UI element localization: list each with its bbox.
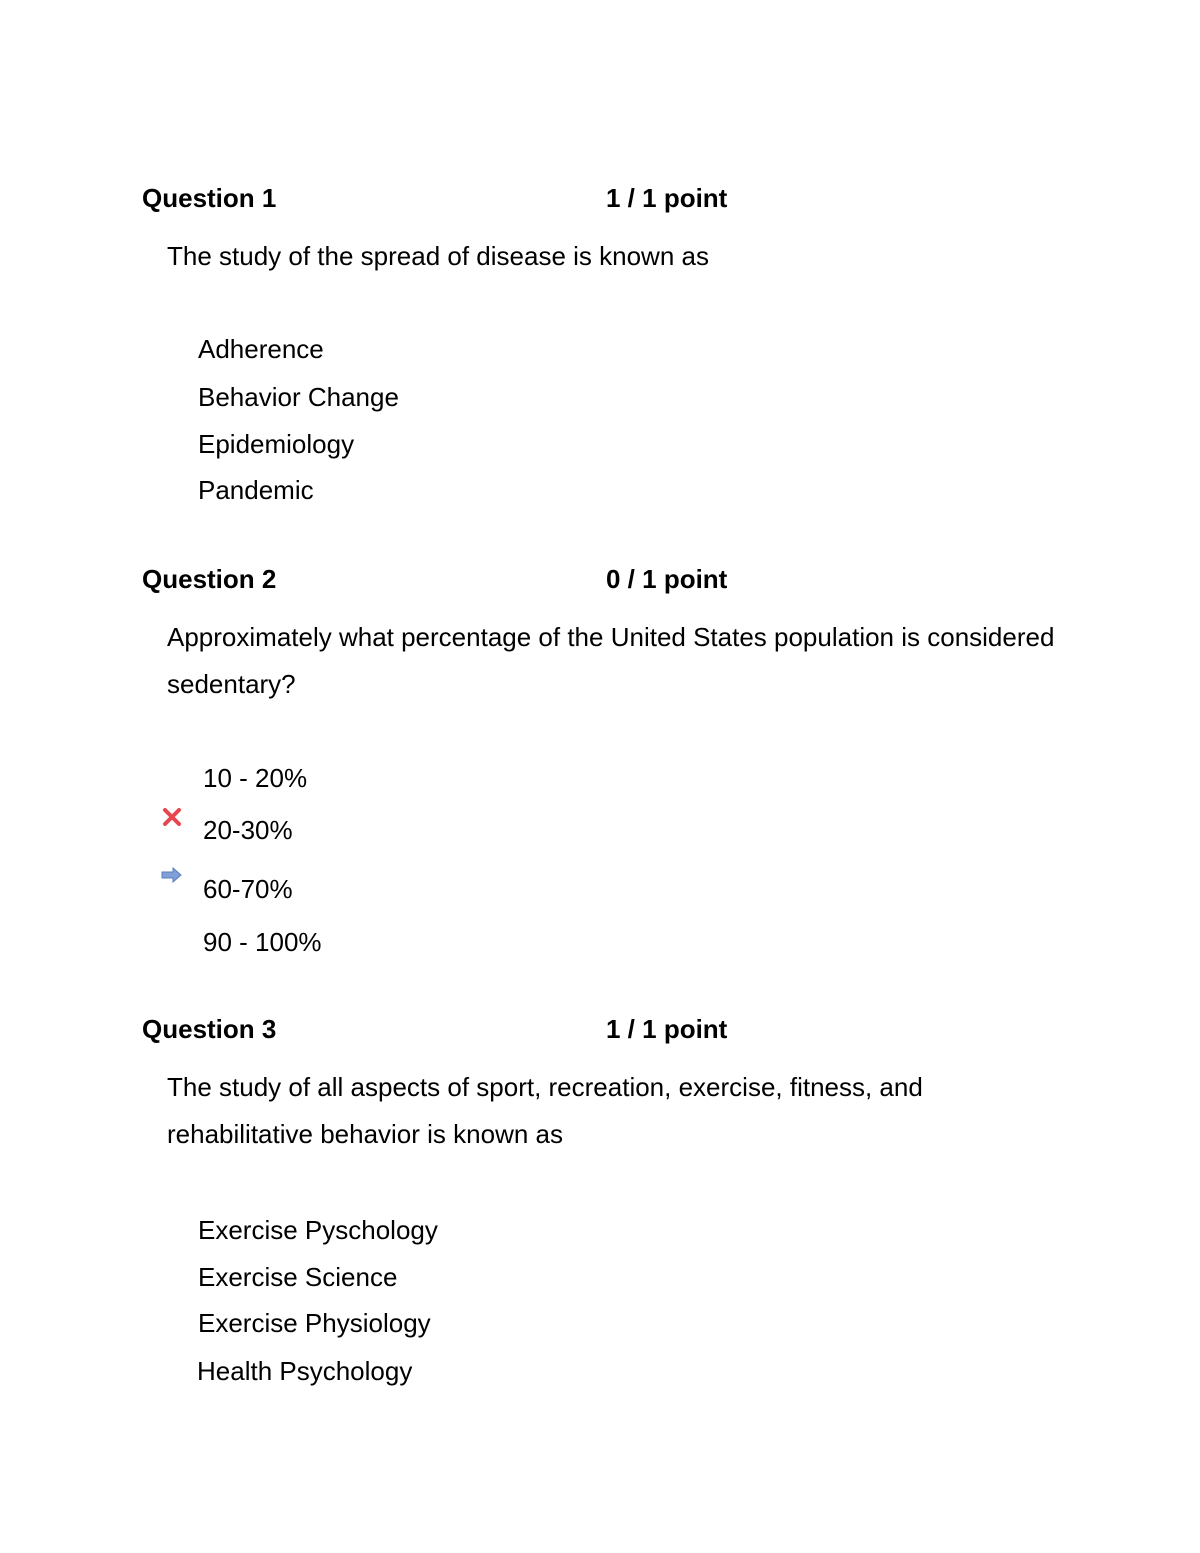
answer-option: Adherence [198,334,324,364]
answer-option: Behavior Change [198,382,399,412]
question-score: 1 / 1 point [606,183,728,213]
x-mark-icon [160,806,184,828]
question-prompt: The study of the spread of disease is known as [167,241,709,271]
answer-option: Exercise Physiology [198,1308,431,1338]
question-score: 1 / 1 point [606,1014,728,1044]
question-prompt: The study of all aspects of sport, recreation, exercise, fitness, and rehabilitative behavior is known as [167,1072,923,1149]
answer-option: Health Psychology [197,1356,413,1386]
answer-option: Exercise Science [198,1262,398,1292]
question-title: Question 1 [142,183,277,213]
question-score: 0 / 1 point [606,564,728,594]
question-title: Question 3 [142,1014,277,1044]
question-title: Question 2 [142,564,277,594]
answer-option: Exercise Pyschology [198,1215,438,1245]
answer-option: 20-30% [203,815,293,845]
answer-option: 60-70% [203,874,293,904]
answer-option: Pandemic [198,475,314,505]
answer-option: 90 - 100% [203,927,322,957]
question-prompt: Approximately what percentage of the United States population is considered sedentary? [167,622,1055,699]
answer-option: 10 - 20% [203,763,308,793]
answer-option: Epidemiology [198,429,355,459]
arrow-right-icon [160,864,184,886]
